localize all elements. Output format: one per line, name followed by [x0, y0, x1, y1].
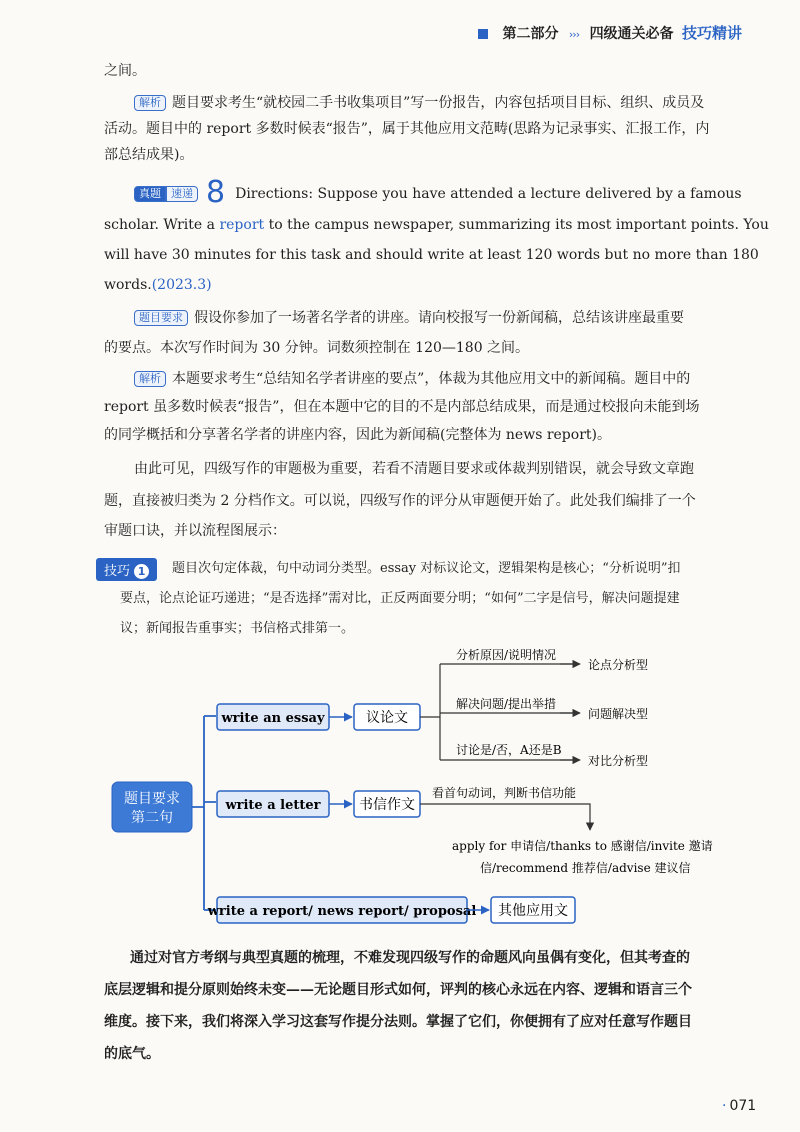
header-part: 第二部分	[502, 26, 559, 42]
tip-line-1: 题目次句定体裁，句中动词分类型。essay 对标议论文，逻辑架构是核心；“分析说明”扣	[172, 561, 681, 576]
running-header	[478, 22, 788, 48]
letter-examples-2: 信/recommend 推荐信/advise 建议信	[480, 861, 691, 875]
root-line-1: 题目要求	[124, 791, 180, 807]
analysis2-line-2: report 虽多数时候表“报告”，但在本题中它的目的不是内部总结成果，而是通过校报向未能到场	[104, 399, 700, 415]
letter-type-label: 书信作文	[359, 797, 415, 813]
express-tag: 速递	[166, 186, 198, 202]
flowchart	[0, 640, 800, 940]
letter-label: write a letter	[225, 798, 321, 813]
requirement-line-2: 的要点。本次写作时间为 30 分钟。词数须控制在 120—180 之间。	[104, 340, 530, 356]
requirement-tag: 题目要求	[134, 310, 188, 326]
tip-line-2: 要点，论点论证巧递进；“是否选择”需对比，正反两面要分明；“如何”二字是信号，解决问题提建	[120, 591, 680, 606]
tip-badge: 技巧 1	[96, 558, 157, 581]
root-connectors	[192, 716, 216, 910]
exam8-line-1: 真题 速递 8 Directions: Suppose you have attended a lecture delivered by a famous	[134, 180, 742, 207]
analysis-tag: 解析	[134, 95, 166, 111]
exam8-line-3: will have 30 minutes for this task and should write at least 120 words but no more than 180	[104, 247, 759, 263]
para1-line-1: 由此可见，四级写作的审题极为重要，若看不清题目要求或体裁判别错误，就会导致文章跑	[134, 461, 694, 477]
header-title: 四级通关必备	[589, 26, 674, 42]
para2-line-1: 通过对官方考纲与典型真题的梳理，不难发现四级写作的命题风向虽偶有变化，但其考查的	[130, 950, 690, 966]
exam8-line-2: scholar. Write a report to the campus newspaper, summarizing its most important points. You	[104, 217, 769, 233]
para2-line-2: 底层逻辑和提分原则始终未变——无论题目形式如何，评判的核心永远在内容、逻辑和语言三个	[104, 982, 692, 998]
essay-type-1: 论点分析型	[588, 658, 649, 672]
exam8-line-4: words.(2023.3)	[104, 277, 212, 293]
para1-line-3: 审题口诀，并以流程图展示：	[104, 523, 286, 539]
tip-number: 1	[134, 564, 149, 579]
essay-label: write an essay	[221, 711, 325, 726]
analysis1-line-1: 解析 题目要求考生“就校园二手书收集项目”写一份报告，内容包括项目目标、组织、成员及	[134, 90, 704, 116]
exam-tag: 真题	[134, 186, 166, 202]
essay-cue-1: 分析原因/说明情况	[456, 648, 557, 662]
essay-type-3: 对比分析型	[588, 754, 649, 768]
report-label: write a report/ news report/ proposal	[207, 904, 477, 919]
header-highlight: 技巧精讲	[682, 24, 743, 42]
letter-examples-1: apply for 申请信/thanks to 感谢信/invite 邀请	[452, 839, 713, 853]
analysis2-line-1: 解析 本题要求考生“总结知名学者讲座的要点”，体裁为其他应用文中的新闻稿。题目中的	[134, 366, 690, 392]
tip-line-3: 议；新闻报告重事实；书信格式排第一。	[120, 621, 355, 636]
root-line-2: 第二句	[131, 810, 173, 826]
essay-type-2: 问题解决型	[588, 707, 649, 721]
page-number: · 071	[722, 1098, 757, 1114]
analysis1-line-2: 活动。题目中的 report 多数时候表“报告”，属于其他应用文范畴(思路为记录事实、汇报工作，内	[104, 121, 710, 137]
square-icon	[478, 29, 488, 39]
essay-cue-3: 讨论是/否，A还是B	[456, 743, 562, 757]
exam-number: 8	[206, 175, 226, 210]
dot-icon: ·	[722, 1098, 727, 1114]
para2-line-3: 维度。接下来，我们将深入学习这套写作提分法则。掌握了它们，你便拥有了应对任意写作题目	[104, 1014, 692, 1030]
arrows-icon: ›››	[568, 28, 580, 41]
report-keyword: report	[219, 217, 265, 233]
essay-type-label: 议论文	[366, 710, 408, 726]
report-type-label: 其他应用文	[498, 903, 568, 919]
letter-cue: 看首句动词，判断书信功能	[432, 786, 577, 800]
essay-cue-2: 解决问题/提出举措	[456, 697, 557, 711]
exam-date: (2023.3)	[151, 277, 212, 293]
top-line: 之间。	[104, 63, 146, 79]
requirement-line-1: 题目要求 假设你参加了一场著名学者的讲座。请向校报写一份新闻稿，总结该讲座最重要	[134, 305, 684, 331]
analysis1-line-3: 部总结成果)。	[104, 147, 194, 163]
para2-line-4: 的底气。	[104, 1046, 160, 1062]
analysis-tag: 解析	[134, 371, 166, 387]
analysis2-line-3: 的同学概括和分享著名学者的讲座内容，因此为新闻稿(完整体为 news report)。	[104, 427, 611, 443]
para1-line-2: 题，直接被归类为 2 分档作文。可以说，四级写作的评分从审题便开始了。此处我们编排了一个	[104, 493, 696, 509]
